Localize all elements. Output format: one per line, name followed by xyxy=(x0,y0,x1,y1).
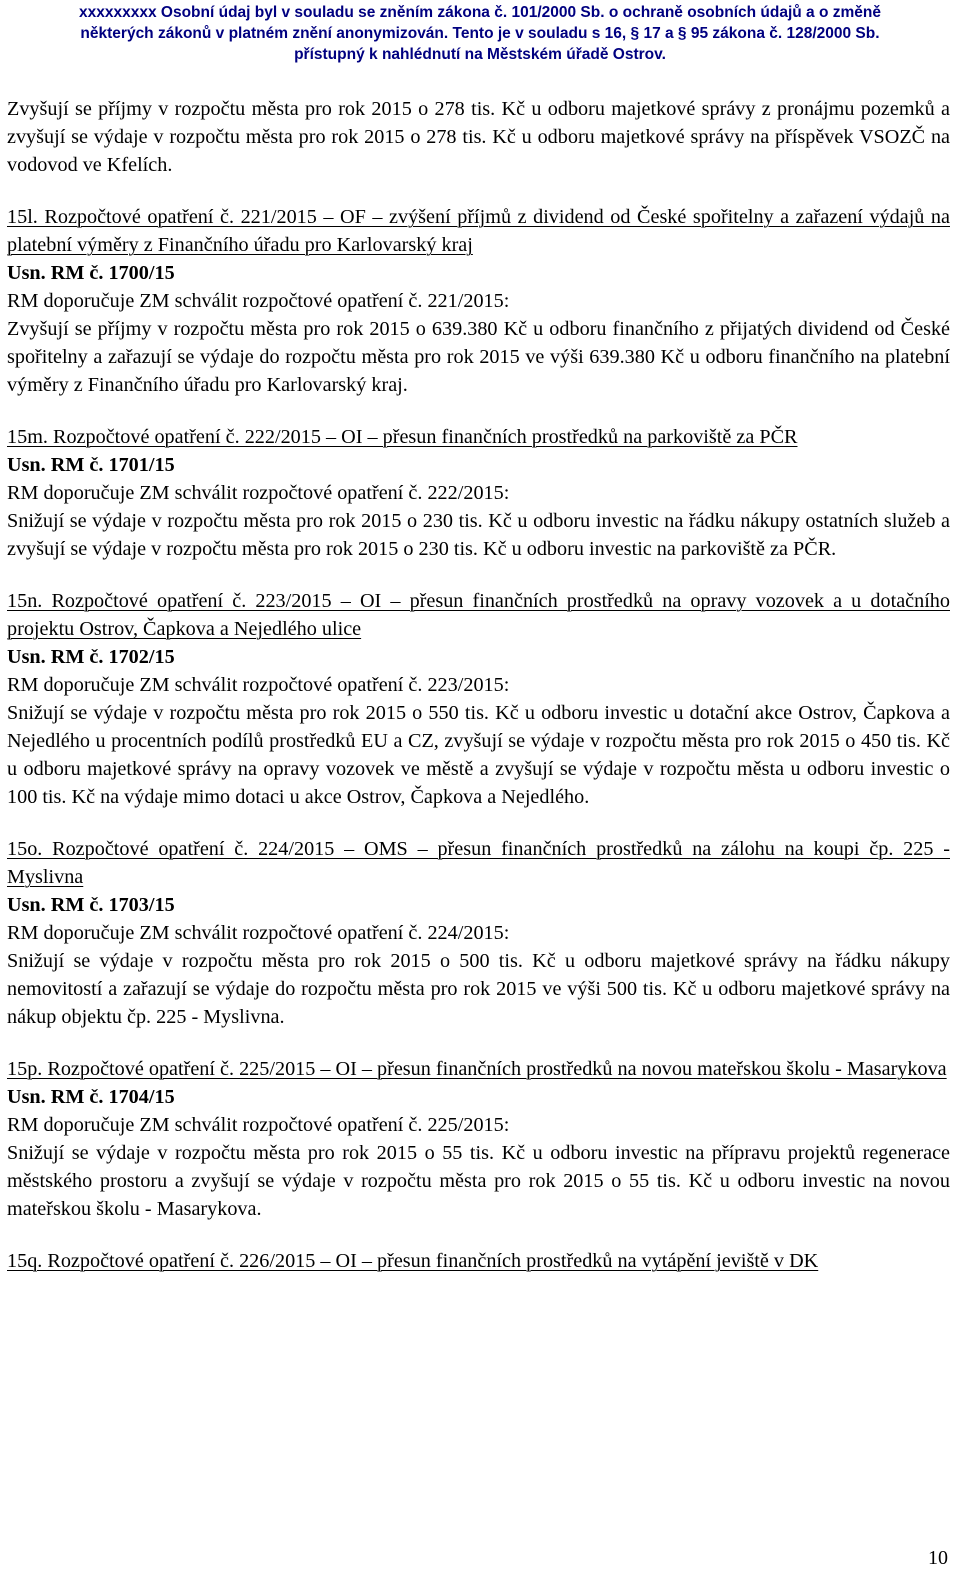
page-number: 10 xyxy=(928,1547,948,1569)
resolution-number: Usn. RM č. 1700/15 xyxy=(7,262,175,284)
document-body xyxy=(7,95,950,1275)
section-text: Snižují se výdaje v rozpočtu města pro rok 2015 o 230 tis. Kč u odboru investic na řádku nákupy ostatních služeb a zvyšují se výdaje v rozpočtu města pro rok 2015 o 230 tis. Kč u odboru investic na parkoviště za PČR. xyxy=(7,510,950,560)
notice-line: xxxxxxxxx Osobní údaj byl v souladu se zněním zákona č. 101/2000 Sb. o ochraně osobních údajů a o změně xyxy=(79,4,881,21)
section-title: 15p. Rozpočtové opatření č. 225/2015 – OI – přesun finančních prostředků na novou mateřskou školu - Masarykova xyxy=(7,1058,947,1080)
section-title: 15o. Rozpočtové opatření č. 224/2015 – OMS – přesun finančních prostředků na zálohu na koupi čp. 225 - Myslivna xyxy=(7,838,950,888)
section-15l xyxy=(7,203,950,399)
resolution-number: Usn. RM č. 1704/15 xyxy=(7,1086,175,1108)
section-title: 15n. Rozpočtové opatření č. 223/2015 – OI – přesun finančních prostředků na opravy vozovek a u dotačního projektu Ostrov, Čapkova a Nejedlého ulice xyxy=(7,590,950,640)
section-15o xyxy=(7,835,950,1031)
recommendation: RM doporučuje ZM schválit rozpočtové opatření č. 222/2015: xyxy=(7,482,510,504)
recommendation: RM doporučuje ZM schválit rozpočtové opatření č. 224/2015: xyxy=(7,922,510,944)
section-text: Zvyšují se příjmy v rozpočtu města pro rok 2015 o 639.380 Kč u odboru finančního z přijatých dividend od České spořitelny a zařazují se výdaje do rozpočtu města pro rok 2015 ve výši 639.380 Kč u odboru finančního na platební výměry z Finančního úřadu pro Karlovarský kraj. xyxy=(7,318,950,396)
resolution-number: Usn. RM č. 1703/15 xyxy=(7,894,175,916)
intro-paragraph: Zvyšují se příjmy v rozpočtu města pro rok 2015 o 278 tis. Kč u odboru majetkové správy z pronájmu pozemků a zvyšují se výdaje v rozpočtu města pro rok 2015 o 278 tis. Kč u odboru majetkové správy na příspěvek VSOZČ na vodovod ve Kfelích. xyxy=(7,98,950,176)
notice-line: některých zákonů v platném znění anonymizován. Tento je v souladu s 16, § 17 a § 95 zákona č. 128/2000 Sb. xyxy=(80,25,880,42)
section-15p xyxy=(7,1055,950,1223)
anonymization-notice xyxy=(0,2,960,65)
notice-line: přístupný k nahlédnutí na Městském úřadě Ostrov. xyxy=(294,46,666,63)
section-title: 15l. Rozpočtové opatření č. 221/2015 – OF – zvýšení příjmů z dividend od České spořitelny a zařazení výdajů na platební výměry z Finančního úřadu pro Karlovarský kraj xyxy=(7,206,950,256)
resolution-number: Usn. RM č. 1702/15 xyxy=(7,646,175,668)
section-15q xyxy=(7,1247,950,1275)
section-title: 15m. Rozpočtové opatření č. 222/2015 – OI – přesun finančních prostředků na parkoviště za PČR xyxy=(7,426,798,448)
recommendation: RM doporučuje ZM schválit rozpočtové opatření č. 221/2015: xyxy=(7,290,510,312)
section-text: Snižují se výdaje v rozpočtu města pro rok 2015 o 55 tis. Kč u odboru investic na přípravu projektů regenerace městského prostoru a zvyšují se výdaje v rozpočtu města pro rok 2015 o 55 tis. Kč u odboru investic na novou mateřskou školu - Masarykova. xyxy=(7,1142,950,1220)
resolution-number: Usn. RM č. 1701/15 xyxy=(7,454,175,476)
recommendation: RM doporučuje ZM schválit rozpočtové opatření č. 223/2015: xyxy=(7,674,510,696)
section-15m xyxy=(7,423,950,563)
section-text: Snižují se výdaje v rozpočtu města pro rok 2015 o 500 tis. Kč u odboru majetkové správy na řádku nákupy nemovitostí a zařazují se výdaje do rozpočtu města pro rok 2015 ve výši 500 tis. Kč u odboru majetkové správy na nákup objektu čp. 225 - Myslivna. xyxy=(7,950,950,1028)
section-text: Snižují se výdaje v rozpočtu města pro rok 2015 o 550 tis. Kč u odboru investic u dotační akce Ostrov, Čapkova a Nejedlého u procentních podílů prostředků EU a CZ, zvyšují se výdaje v rozpočtu města pro rok 2015 o 450 tis. Kč u odboru majetkové správy na opravy vozovek ve městě a zvyšují se výdaje v rozpočtu města u odboru investic o 100 tis. Kč na výdaje mimo dotaci u akce Ostrov, Čapkova a Nejedlého. xyxy=(7,702,950,808)
recommendation: RM doporučuje ZM schválit rozpočtové opatření č. 225/2015: xyxy=(7,1114,510,1136)
section-title: 15q. Rozpočtové opatření č. 226/2015 – OI – přesun finančních prostředků na vytápění jeviště v DK xyxy=(7,1250,819,1272)
section-15n xyxy=(7,587,950,811)
